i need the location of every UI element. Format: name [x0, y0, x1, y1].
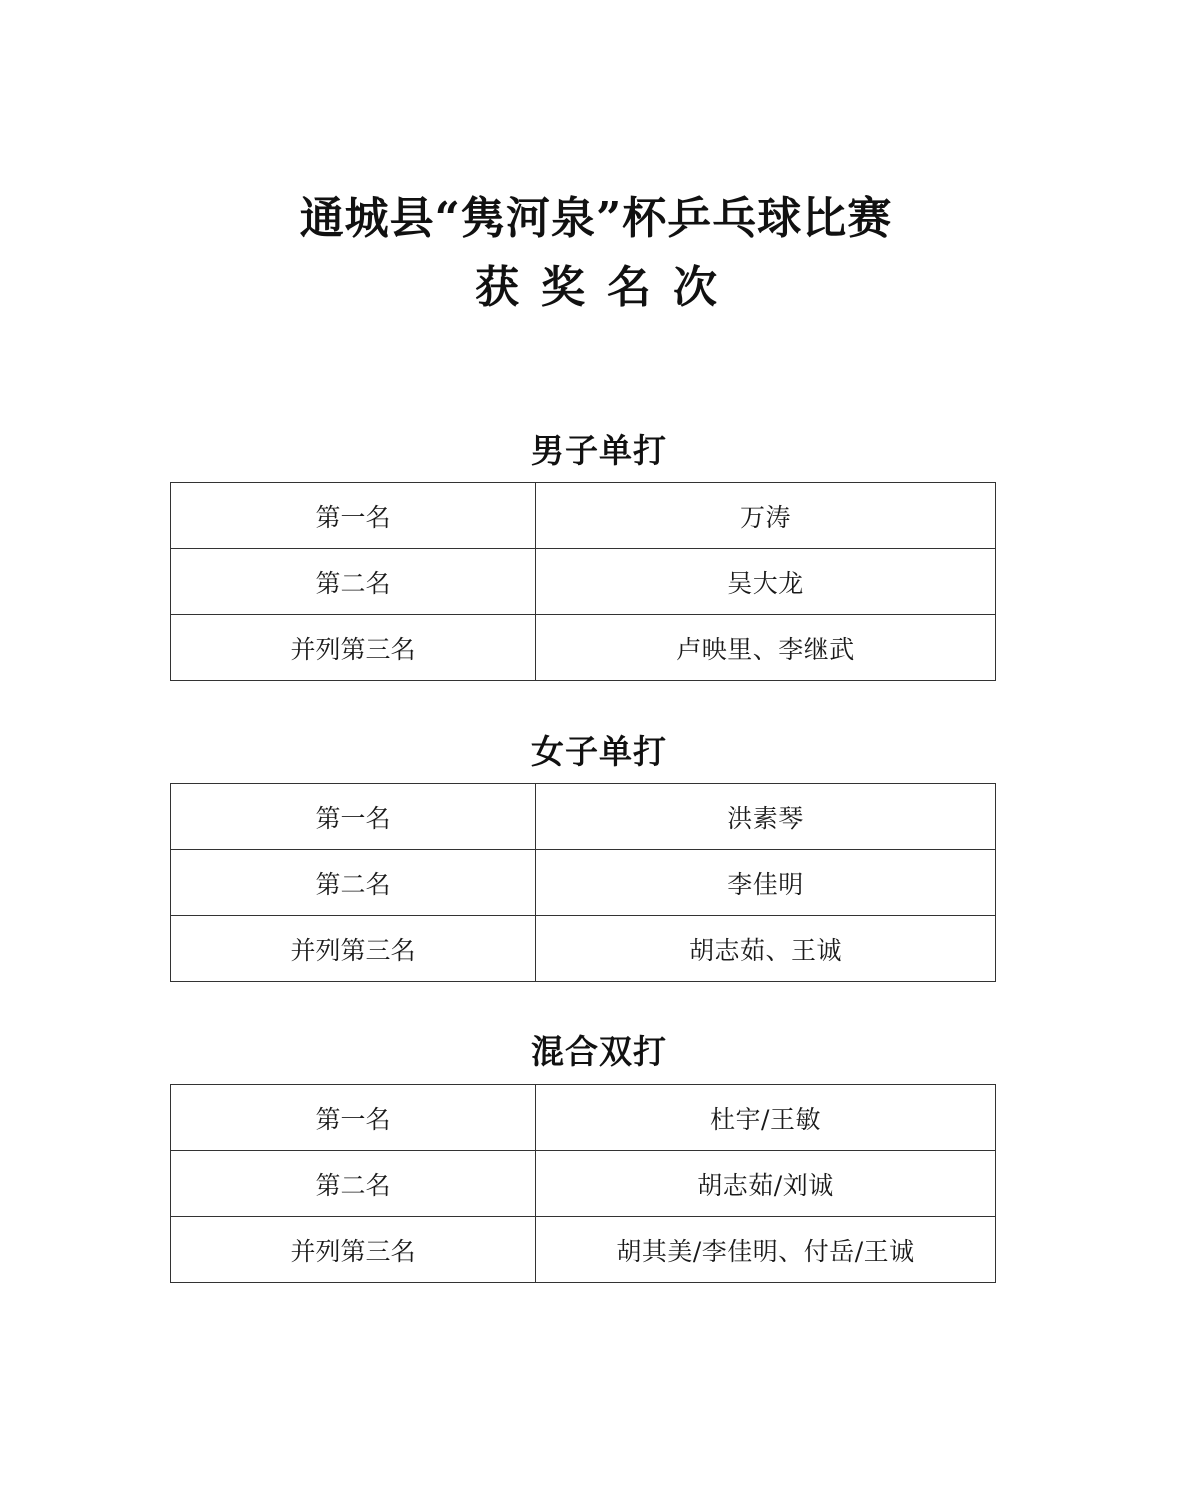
table-row — [171, 549, 996, 615]
rank-cell: 第一名 — [171, 483, 536, 549]
table-row — [171, 916, 996, 982]
winner-cell: 卢映里、李继武 — [536, 615, 996, 681]
winner-cell: 吴大龙 — [536, 549, 996, 615]
rank-cell: 并列第三名 — [171, 1217, 536, 1283]
table-row — [171, 1151, 996, 1217]
rank-cell: 第一名 — [171, 1085, 536, 1151]
results-table-mixed-doubles — [170, 1084, 996, 1283]
document-subtitle: 获奖名次 — [475, 262, 739, 313]
rank-cell: 第二名 — [171, 850, 536, 916]
rank-cell: 并列第三名 — [171, 916, 536, 982]
winner-cell: 胡其美/李佳明、付岳/王诚 — [536, 1217, 996, 1283]
rank-cell: 第二名 — [171, 1151, 536, 1217]
document-title: 通城县“隽河泉”杯乒乓球比赛 — [299, 193, 893, 244]
section-heading-mixed-doubles: 混合双打 — [531, 1032, 667, 1071]
table-row — [171, 784, 996, 850]
rank-cell: 第二名 — [171, 549, 536, 615]
results-table-mens-singles — [170, 482, 996, 681]
section-heading-mens-singles: 男子单打 — [531, 431, 667, 470]
winner-cell: 胡志茹、王诚 — [536, 916, 996, 982]
table-row — [171, 615, 996, 681]
winner-cell: 胡志茹/刘诚 — [536, 1151, 996, 1217]
table-row — [171, 483, 996, 549]
winner-cell: 洪素琴 — [536, 784, 996, 850]
rank-cell: 并列第三名 — [171, 615, 536, 681]
winner-cell: 杜宇/王敏 — [536, 1085, 996, 1151]
results-table-womens-singles — [170, 783, 996, 982]
table-row — [171, 850, 996, 916]
winner-cell: 李佳明 — [536, 850, 996, 916]
winner-cell: 万涛 — [536, 483, 996, 549]
table-row — [171, 1217, 996, 1283]
section-heading-womens-singles: 女子单打 — [531, 732, 667, 771]
table-row — [171, 1085, 996, 1151]
rank-cell: 第一名 — [171, 784, 536, 850]
